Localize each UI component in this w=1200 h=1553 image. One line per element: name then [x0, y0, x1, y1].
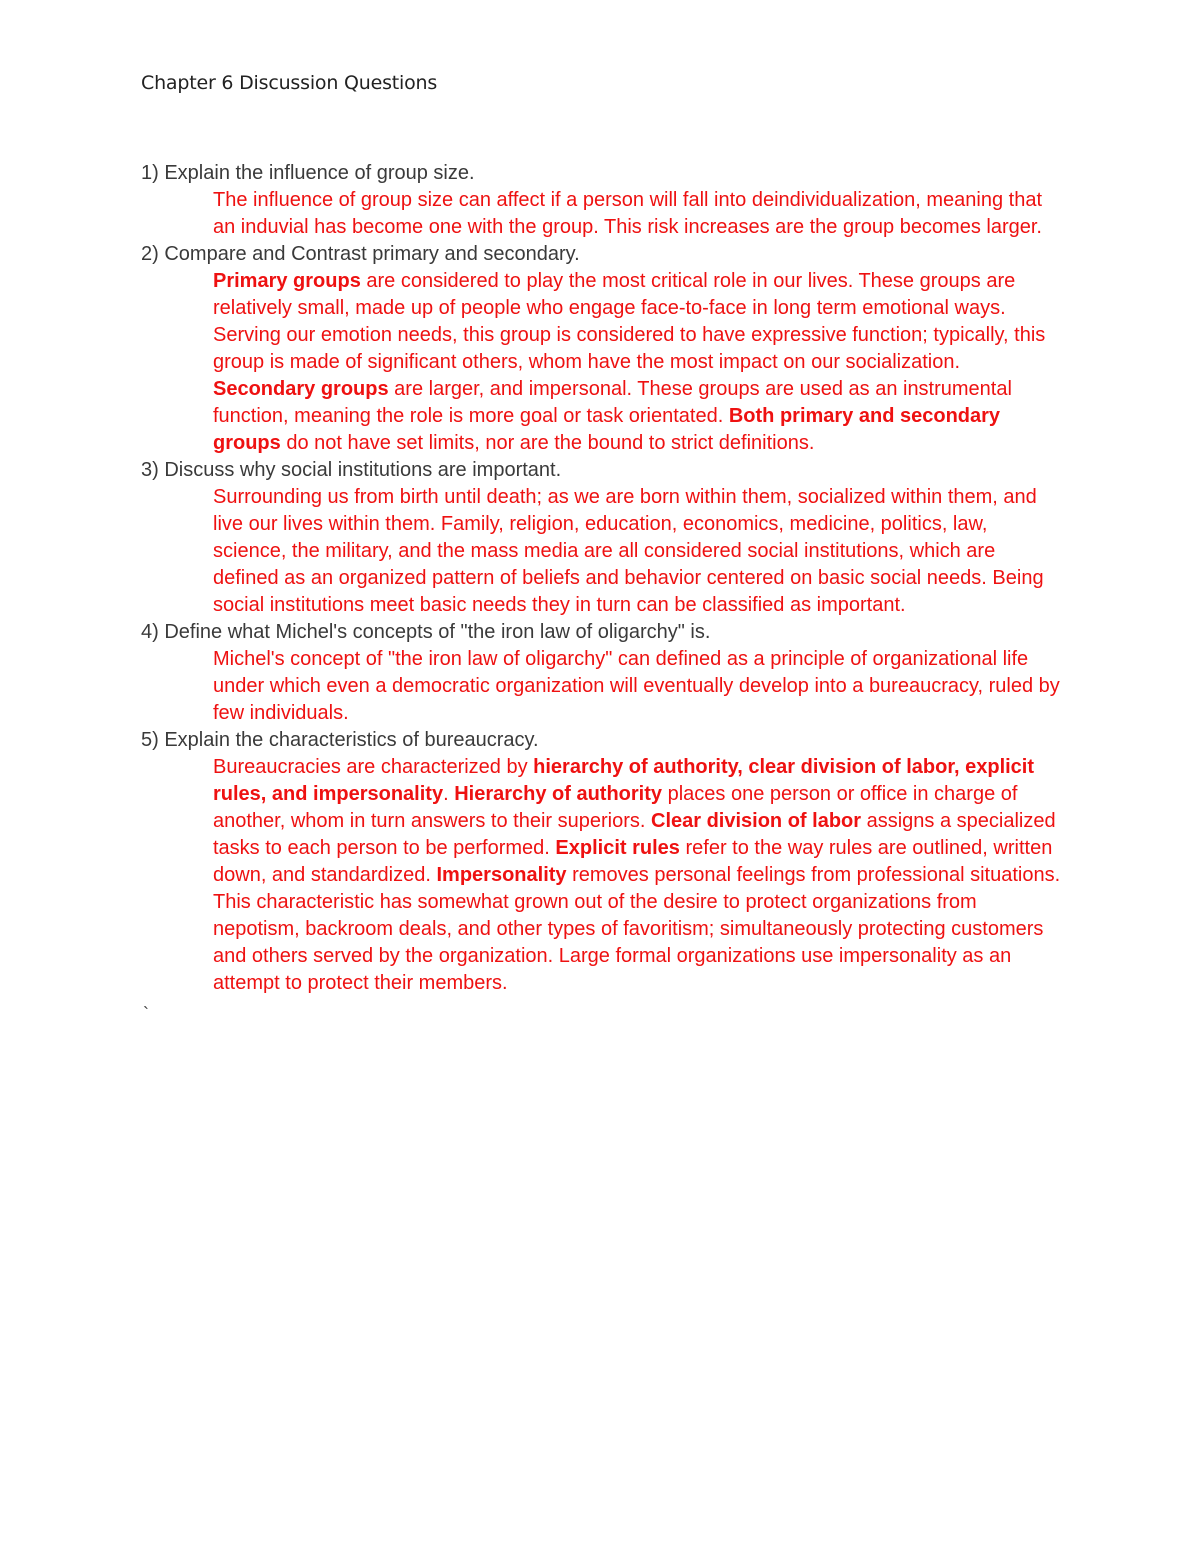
answer-text: places one person or office in charge of another, whom in turn answers to their superiors.: [213, 783, 1018, 832]
answer-text: are considered to play the most critical role in our lives. These groups are relatively small, made up of people who engage face-to-face in long term emotional ways. Serving our emotion needs, this group is considered to have expressive function; typically, this group is made of significant others, whom have the most impact on our socialization.: [213, 270, 1046, 373]
document-title: Chapter 6 Discussion Questions: [141, 72, 438, 94]
answer-text: .: [443, 783, 455, 805]
answer-bold-term: Both primary and secondary groups: [213, 405, 1001, 454]
answer-4: [213, 646, 1063, 727]
trailing-mark: `: [143, 1004, 149, 1024]
answer-bold-term: Explicit rules: [555, 837, 680, 859]
question-2: 2) Compare and Contrast primary and secondary.: [141, 243, 580, 265]
answer-text: Bureaucracies are characterized by: [213, 756, 534, 778]
answer-text: are larger, and impersonal. These groups are used as an instrumental function, meaning the role is more goal or task orientated.: [213, 378, 1012, 427]
answer-2: [213, 268, 1063, 457]
answer-bold-term: Primary groups: [213, 270, 361, 292]
answer-5: [213, 754, 1063, 997]
question-1: 1) Explain the influence of group size.: [141, 162, 475, 184]
answer-1: [213, 187, 1063, 241]
answer-3: [213, 484, 1063, 619]
answer-text: The influence of group size can affect if a person will fall into deindividualization, meaning that an induvial has become one with the group. This risk increases are the group becomes larger.: [213, 189, 1043, 238]
question-5: 5) Explain the characteristics of bureaucracy.: [141, 729, 539, 751]
question-4: 4) Define what Michel's concepts of "the iron law of oligarchy" is.: [141, 621, 711, 643]
answer-bold-term: Secondary groups: [213, 378, 389, 400]
answer-bold-term: Hierarchy of authority: [454, 783, 663, 805]
answer-text: Surrounding us from birth until death; as we are born within them, socialized within them, and live our lives within them. Family, religion, education, economics, medicine, politics, law, science, the military, and the mass media are all considered social institutions, which are defined as an organized pattern of beliefs and behavior centered on basic social needs. Being social institutions meet basic needs they in turn can be classified as important.: [213, 486, 1044, 616]
question-list: [141, 160, 1071, 997]
answer-text: removes personal feelings from professional situations. This characteristic has somewhat grown out of the desire to protect organizations from nepotism, backroom deals, and other types of favoritism; simultaneously protecting customers and others served by the organization. Large formal organizations use impersonality as an attempt to protect their members.: [213, 864, 1061, 994]
answer-text: Michel's concept of "the iron law of oligarchy" can defined as a principle of organizational life under which even a democratic organization will eventually develop into a bureaucracy, ruled by few individuals.: [213, 648, 1060, 724]
answer-text: refer to the way rules are outlined, written down, and standardized.: [213, 837, 1053, 886]
answer-bold-term: hierarchy of authority, clear division of labor, explicit rules, and impersonality: [213, 756, 1035, 805]
question-3: 3) Discuss why social institutions are important.: [141, 459, 562, 481]
answer-bold-term: Impersonality: [436, 864, 567, 886]
answer-text: do not have set limits, nor are the bound to strict definitions.: [280, 432, 815, 454]
answer-bold-term: Clear division of labor: [651, 810, 862, 832]
answer-text: assigns a specialized tasks to each person to be performed.: [213, 810, 1056, 859]
